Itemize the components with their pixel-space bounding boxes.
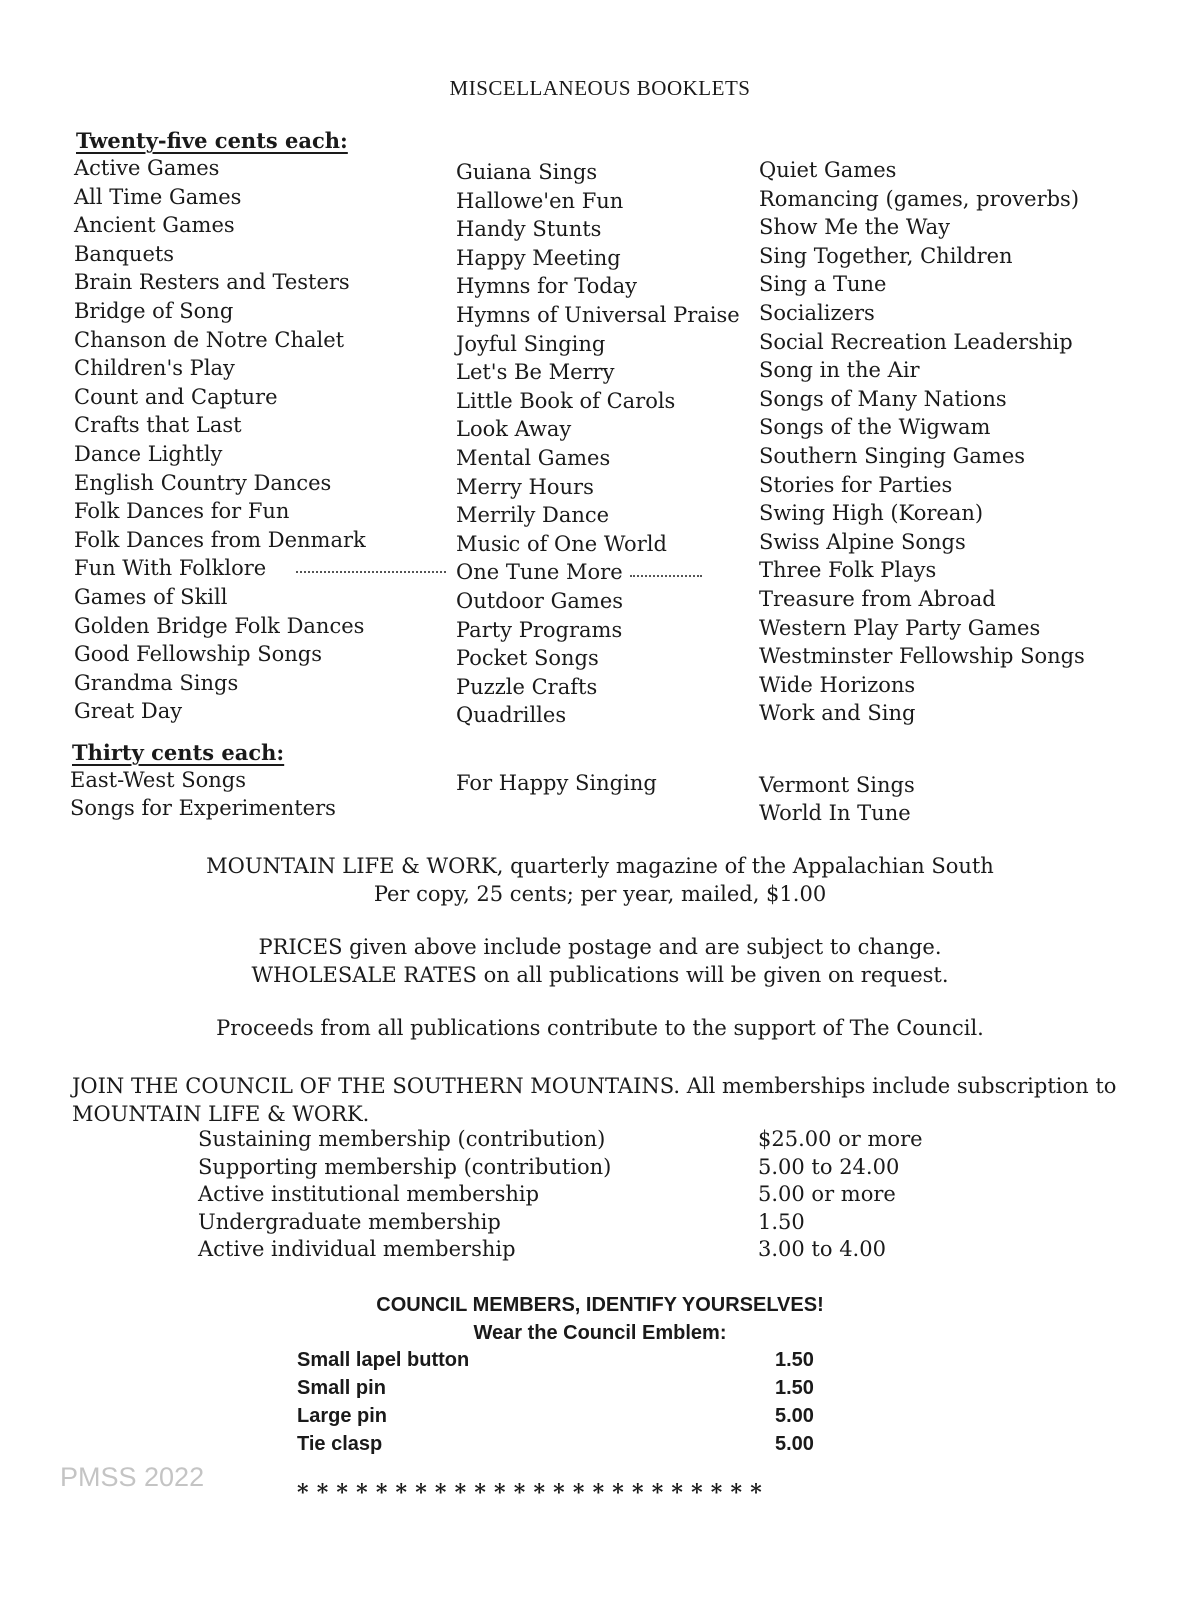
booklet-title: Mental Games <box>456 445 611 470</box>
booklet-title: Joyful Singing <box>456 331 606 356</box>
leader-dots <box>630 575 702 577</box>
membership-row-price: 1.50 <box>758 1209 805 1234</box>
booklet-title: Bridge of Song <box>74 298 234 323</box>
booklet-title: Grandma Sings <box>74 670 239 695</box>
prices-line1: PRICES given above include postage and are subject to change. <box>258 935 942 959</box>
booklet-title: Treasure from Abroad <box>759 586 996 611</box>
booklet-title: Folk Dances from Denmark <box>74 527 366 552</box>
booklet-title: Songs of Many Nations <box>759 386 1007 411</box>
membership-row-name: Supporting membership (contribution) <box>198 1154 612 1179</box>
booklet-title: Merrily Dance <box>456 503 610 528</box>
booklet-title: Brain Resters and Testers <box>74 270 350 295</box>
page-title: MISCELLANEOUS BOOKLETS <box>449 76 751 100</box>
membership-row-name: Active institutional membership <box>198 1182 540 1207</box>
membership-table <box>198 1126 923 1264</box>
booklet-title: Romancing (games, proverbs) <box>759 186 1080 211</box>
membership-row-price: 3.00 to 4.00 <box>758 1237 886 1262</box>
emblem-row-price: 5.00 <box>775 1433 814 1455</box>
booklet-title: Pocket Songs <box>456 646 599 671</box>
booklet-title: Southern Singing Games <box>759 443 1026 468</box>
booklet-title: Little Book of Carols <box>456 388 676 413</box>
emblem-heading: COUNCIL MEMBERS, IDENTIFY YOURSELVES! <box>376 1294 824 1316</box>
booklet-title: Sing Together, Children <box>759 243 1013 268</box>
booklet-title: Happy Meeting <box>456 245 621 270</box>
booklet-title: Swiss Alpine Songs <box>759 529 966 554</box>
booklet-title: East-West Songs <box>70 768 246 792</box>
booklet-title: Vermont Sings <box>759 773 915 797</box>
booklet-title: Party Programs <box>456 617 623 642</box>
booklet-title: Show Me the Way <box>759 215 951 240</box>
booklet-title: Golden Bridge Folk Dances <box>74 613 365 638</box>
booklet-title: Hymns of Universal Praise <box>456 302 740 327</box>
emblem-subheading: Wear the Council Emblem: <box>473 1322 727 1344</box>
membership-row-name: Active individual membership <box>198 1237 516 1262</box>
booklet-title: Children's Play <box>74 356 235 381</box>
booklet-title: Good Fellowship Songs <box>74 642 322 667</box>
booklet-list-thirty-col2 <box>456 769 657 797</box>
proceeds-note: Proceeds from all publications contribute to the support of The Council. <box>216 1016 984 1040</box>
booklet-list-col2 <box>456 158 740 730</box>
membership-row-name: Sustaining membership (contribution) <box>198 1127 606 1151</box>
booklet-title: Count and Capture <box>74 384 278 409</box>
booklet-title: Active Games <box>74 156 220 180</box>
magazine-line2: Per copy, 25 cents; per year, mailed, $1.00 <box>373 882 827 906</box>
booklet-title: Western Play Party Games <box>759 615 1041 640</box>
star-divider: ************************ <box>297 1480 770 1506</box>
booklet-title: Handy Stunts <box>456 217 602 242</box>
booklet-title: Quadrilles <box>456 703 567 728</box>
membership-row <box>198 1126 923 1154</box>
watermark: PMSS 2022 <box>60 1462 205 1492</box>
membership-row-price: 5.00 to 24.00 <box>758 1154 900 1179</box>
booklet-title: Songs of the Wigwam <box>759 415 991 440</box>
booklet-title: Westminster Fellowship Songs <box>759 644 1085 669</box>
emblem-row <box>297 1374 814 1402</box>
section-heading-thirty: Thirty cents each: <box>72 740 285 765</box>
booklet-title: Stories for Parties <box>759 472 953 497</box>
booklet-title: Crafts that Last <box>74 413 242 438</box>
booklet-title: Music of One World <box>456 531 667 556</box>
booklet-list-thirty-col1 <box>70 766 336 822</box>
booklet-title: Folk Dances for Fun <box>74 499 290 524</box>
booklet-title: Song in the Air <box>759 358 920 383</box>
membership-row <box>198 1181 923 1209</box>
emblem-row-name: Large pin <box>297 1405 388 1427</box>
join-council-text: JOIN THE COUNCIL OF THE SOUTHERN MOUNTAINS. All memberships include subscription to MOUNTAIN LIFE & WORK. <box>72 1074 1117 1126</box>
booklet-list-col3 <box>759 156 1085 728</box>
booklet-title: Songs for Experimenters <box>70 796 336 820</box>
booklet-title: Dance Lightly <box>74 441 223 466</box>
membership-row <box>198 1154 923 1182</box>
booklet-title: English Country Dances <box>74 470 332 495</box>
booklet-title: Merry Hours <box>456 474 594 499</box>
booklet-title: Great Day <box>74 699 183 724</box>
membership-row-price: 5.00 or more <box>758 1182 896 1207</box>
booklet-title: Puzzle Crafts <box>456 674 598 699</box>
membership-row-name: Undergraduate membership <box>198 1209 501 1234</box>
booklet-title: Games of Skill <box>74 584 228 609</box>
booklet-title: Let's Be Merry <box>456 360 615 385</box>
emblem-row <box>297 1430 814 1458</box>
booklet-title: Ancient Games <box>74 213 235 238</box>
booklet-list-col1 <box>74 154 366 726</box>
emblem-row-name: Small lapel button <box>297 1349 470 1371</box>
emblem-row <box>297 1346 814 1374</box>
booklet-title: Social Recreation Leadership <box>759 329 1073 354</box>
booklet-title: Wide Horizons <box>759 672 916 697</box>
membership-row <box>198 1236 923 1264</box>
booklet-title: Socializers <box>759 300 875 325</box>
membership-row-price: $25.00 or more <box>758 1127 923 1151</box>
booklet-title: Quiet Games <box>759 158 897 182</box>
emblem-price-table <box>297 1346 814 1458</box>
emblem-row-price: 5.00 <box>775 1405 814 1427</box>
booklet-title: Outdoor Games <box>456 588 624 613</box>
booklet-title: World In Tune <box>759 801 911 825</box>
emblem-row-name: Small pin <box>297 1377 386 1399</box>
booklet-title: Fun With Folklore <box>74 556 267 581</box>
booklet-title: Sing a Tune <box>759 272 887 297</box>
magazine-line1: MOUNTAIN LIFE & WORK, quarterly magazine of the Appalachian South <box>206 854 994 878</box>
emblem-row-name: Tie clasp <box>297 1433 383 1455</box>
booklet-title: Chanson de Notre Chalet <box>74 327 345 352</box>
booklet-title: All Time Games <box>74 184 242 209</box>
prices-line2: WHOLESALE RATES on all publications will be given on request. <box>251 963 949 987</box>
leader-dots <box>296 571 446 573</box>
booklet-title: Guiana Sings <box>456 160 598 184</box>
emblem-row-price: 1.50 <box>775 1377 814 1399</box>
booklet-title: One Tune More <box>456 560 623 585</box>
booklet-title: Look Away <box>456 417 572 442</box>
booklet-title: Work and Sing <box>759 701 916 726</box>
emblem-row <box>297 1402 814 1430</box>
booklet-title: Banquets <box>74 241 175 266</box>
booklet-title: Swing High (Korean) <box>759 501 984 526</box>
booklet-title: For Happy Singing <box>456 771 657 795</box>
booklet-title: Three Folk Plays <box>759 558 937 583</box>
booklet-list-thirty-col3 <box>759 771 915 827</box>
emblem-row-price: 1.50 <box>775 1349 814 1371</box>
membership-row <box>198 1209 923 1237</box>
booklet-title: Hymns for Today <box>456 274 638 299</box>
section-heading-twenty-five: Twenty-five cents each: <box>76 128 348 153</box>
booklet-title: Hallowe'en Fun <box>456 188 624 213</box>
